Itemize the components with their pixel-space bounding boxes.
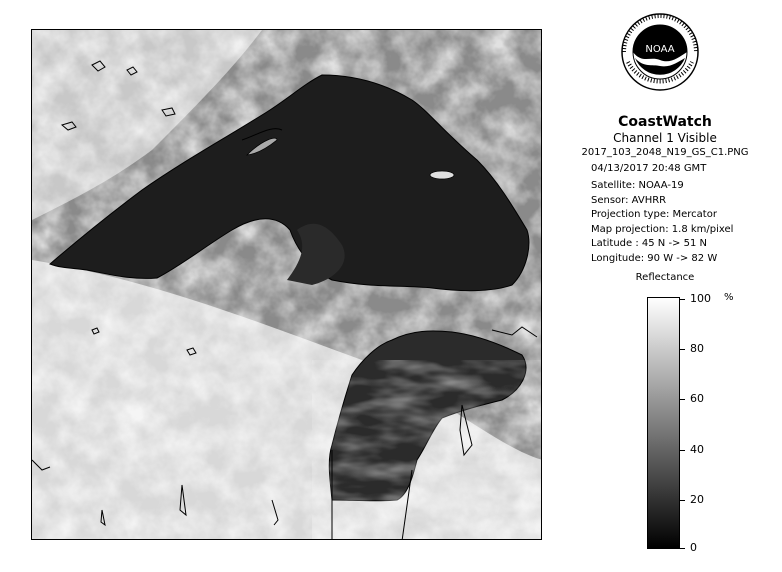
- colorbar-tick: [680, 399, 685, 400]
- satellite-label: Satellite: NOAA-19: [591, 180, 684, 191]
- isle-royale-ice: [430, 171, 454, 179]
- colorbar-unit: %: [724, 292, 734, 303]
- colorbar-tick-label: 0: [690, 541, 697, 554]
- noaa-logo-icon: [620, 12, 700, 92]
- colorbar-tick: [680, 500, 685, 501]
- colorbar-tick: [680, 548, 685, 549]
- longitude-label: Longitude: 90 W -> 82 W: [591, 253, 718, 264]
- projection-type-label: Projection type: Mercator: [591, 209, 717, 220]
- map-svg: [32, 30, 542, 540]
- colorbar-tick-label: 20: [690, 493, 704, 506]
- satellite-image-map: [31, 29, 542, 540]
- logo-text: NOAA: [645, 44, 675, 55]
- colorbar-tick-label: 60: [690, 392, 704, 405]
- reflectance-colorbar: [647, 297, 680, 549]
- colorbar-tick: [680, 349, 685, 350]
- sensor-label: Sensor: AVHRR: [591, 195, 667, 206]
- latitude-label: Latitude : 45 N -> 51 N: [591, 238, 707, 249]
- colorbar-tick-label: 80: [690, 342, 704, 355]
- colorbar-tick-label: 40: [690, 443, 704, 456]
- colorbar-tick: [680, 450, 685, 451]
- noaa-logo: [620, 12, 700, 92]
- channel-subtitle: Channel 1 Visible: [613, 131, 717, 145]
- datetime-label: 04/13/2017 20:48 GMT: [591, 163, 707, 174]
- colorbar-title: Reflectance: [635, 272, 695, 283]
- app-title: CoastWatch: [618, 114, 712, 130]
- colorbar-tick-label: 100: [690, 292, 711, 305]
- colorbar-tick: [680, 299, 685, 300]
- map-projection-label: Map projection: 1.8 km/pixel: [591, 224, 734, 235]
- image-filename: 2017_103_2048_N19_GS_C1.PNG: [581, 147, 749, 158]
- cloud-texture-east: [312, 360, 542, 540]
